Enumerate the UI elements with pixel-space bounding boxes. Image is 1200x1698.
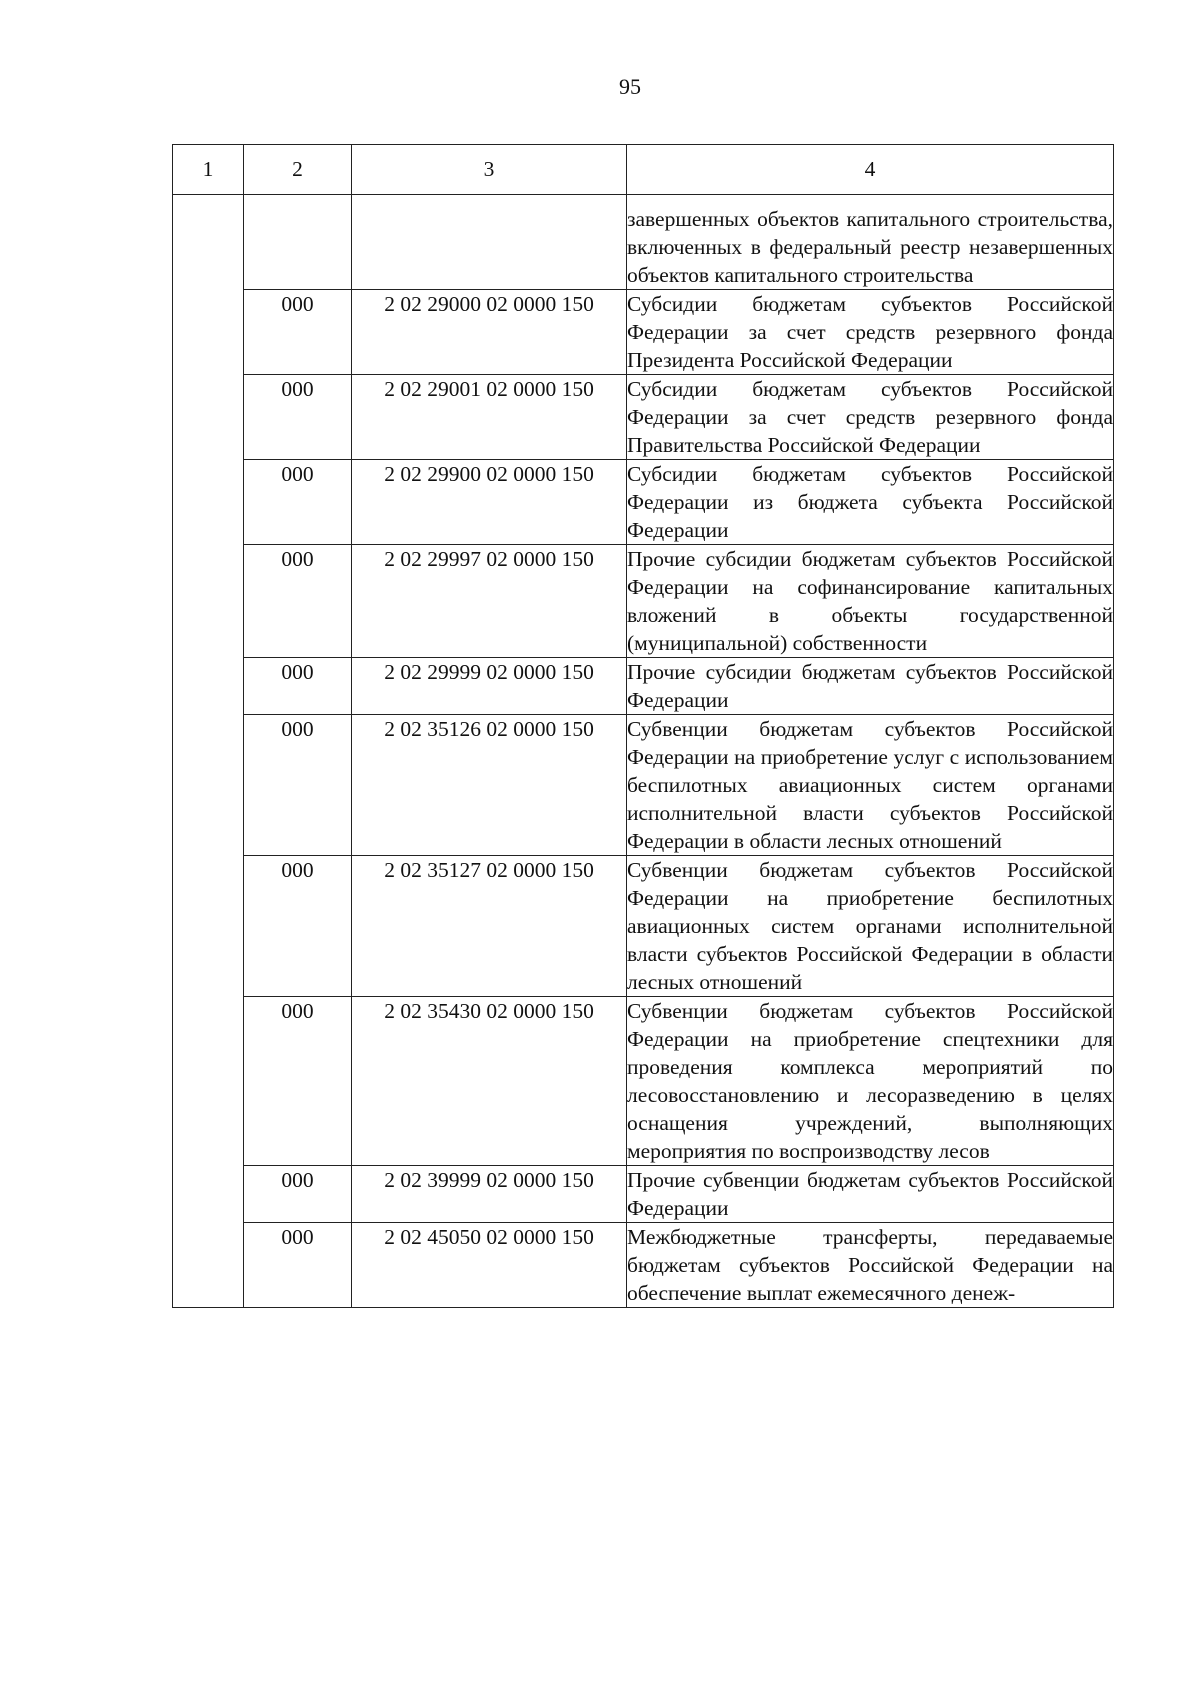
table-row (173, 1166, 1114, 1223)
table-row (173, 856, 1114, 997)
row-description: Субсидии бюджетам субъектов Российской Федерации за счет средств резервного фонда Президента Российской Федерации (627, 290, 1114, 375)
table-row (173, 658, 1114, 715)
budget-code: 2 02 29900 02 0000 150 (352, 460, 627, 545)
budget-code: 2 02 35127 02 0000 150 (352, 856, 627, 997)
header-col-4: 4 (627, 145, 1114, 195)
header-col-2: 2 (244, 145, 352, 195)
budget-code: 2 02 29997 02 0000 150 (352, 545, 627, 658)
row-description: Прочие субвенции бюджетам субъектов Российской Федерации (627, 1166, 1114, 1223)
budget-codes-table (172, 144, 1114, 1308)
admin-code: 000 (244, 1223, 352, 1308)
admin-code: 000 (244, 997, 352, 1166)
table-row (173, 290, 1114, 375)
row-description: Прочие субсидии бюджетам субъектов Российской Федерации (627, 658, 1114, 715)
continuation-description: завершенных объектов капитального строительства, включенных в федеральный реестр незавершенных объектов капитального строительства (627, 195, 1114, 290)
admin-code: 000 (244, 545, 352, 658)
budget-code: 2 02 29999 02 0000 150 (352, 658, 627, 715)
admin-code: 000 (244, 1166, 352, 1223)
header-row (173, 145, 1114, 195)
empty-cell (244, 195, 352, 290)
empty-column-1 (173, 195, 244, 1308)
row-description: Субсидии бюджетам субъектов Российской Федерации за счет средств резервного фонда Правительства Российской Федерации (627, 375, 1114, 460)
table-row (173, 375, 1114, 460)
header-col-3: 3 (352, 145, 627, 195)
table-header (173, 145, 1114, 195)
table-row (173, 1223, 1114, 1308)
budget-code: 2 02 29000 02 0000 150 (352, 290, 627, 375)
budget-code: 2 02 39999 02 0000 150 (352, 1166, 627, 1223)
table-row (173, 195, 1114, 290)
table-body (173, 195, 1114, 1308)
table-row (173, 997, 1114, 1166)
empty-cell (352, 195, 627, 290)
admin-code: 000 (244, 658, 352, 715)
header-col-1: 1 (173, 145, 244, 195)
budget-code: 2 02 45050 02 0000 150 (352, 1223, 627, 1308)
budget-code: 2 02 35430 02 0000 150 (352, 997, 627, 1166)
budget-code: 2 02 29001 02 0000 150 (352, 375, 627, 460)
admin-code: 000 (244, 290, 352, 375)
row-description: Субвенции бюджетам субъектов Российской Федерации на приобретение беспилотных авиационных систем органами исполнительной власти субъектов Российской Федерации в области лесных отношений (627, 856, 1114, 997)
row-description: Межбюджетные трансферты, передаваемые бюджетам субъектов Российской Федерации на обеспечение выплат ежемесячного денеж- (627, 1223, 1114, 1308)
admin-code: 000 (244, 715, 352, 856)
budget-code: 2 02 35126 02 0000 150 (352, 715, 627, 856)
table-row (173, 715, 1114, 856)
table-row (173, 545, 1114, 658)
row-description: Прочие субсидии бюджетам субъектов Российской Федерации на софинансирование капитальных вложений в объекты государственной (муниципальной) собственности (627, 545, 1114, 658)
row-description: Субсидии бюджетам субъектов Российской Федерации из бюджета субъекта Российской Федерации (627, 460, 1114, 545)
row-description: Субвенции бюджетам субъектов Российской Федерации на приобретение спецтехники для проведения комплекса мероприятий по лесовосстановлению и лесоразведению в целях оснащения учреждений, выполняющих мероприятия по воспроизводству лесов (627, 997, 1114, 1166)
page-number: 95 (619, 74, 641, 99)
table-row (173, 460, 1114, 545)
row-description: Субвенции бюджетам субъектов Российской Федерации на приобретение услуг с использованием беспилотных авиационных систем органами исполнительной власти субъектов Российской Федерации в области лесных отношений (627, 715, 1114, 856)
admin-code: 000 (244, 375, 352, 460)
admin-code: 000 (244, 856, 352, 997)
admin-code: 000 (244, 460, 352, 545)
